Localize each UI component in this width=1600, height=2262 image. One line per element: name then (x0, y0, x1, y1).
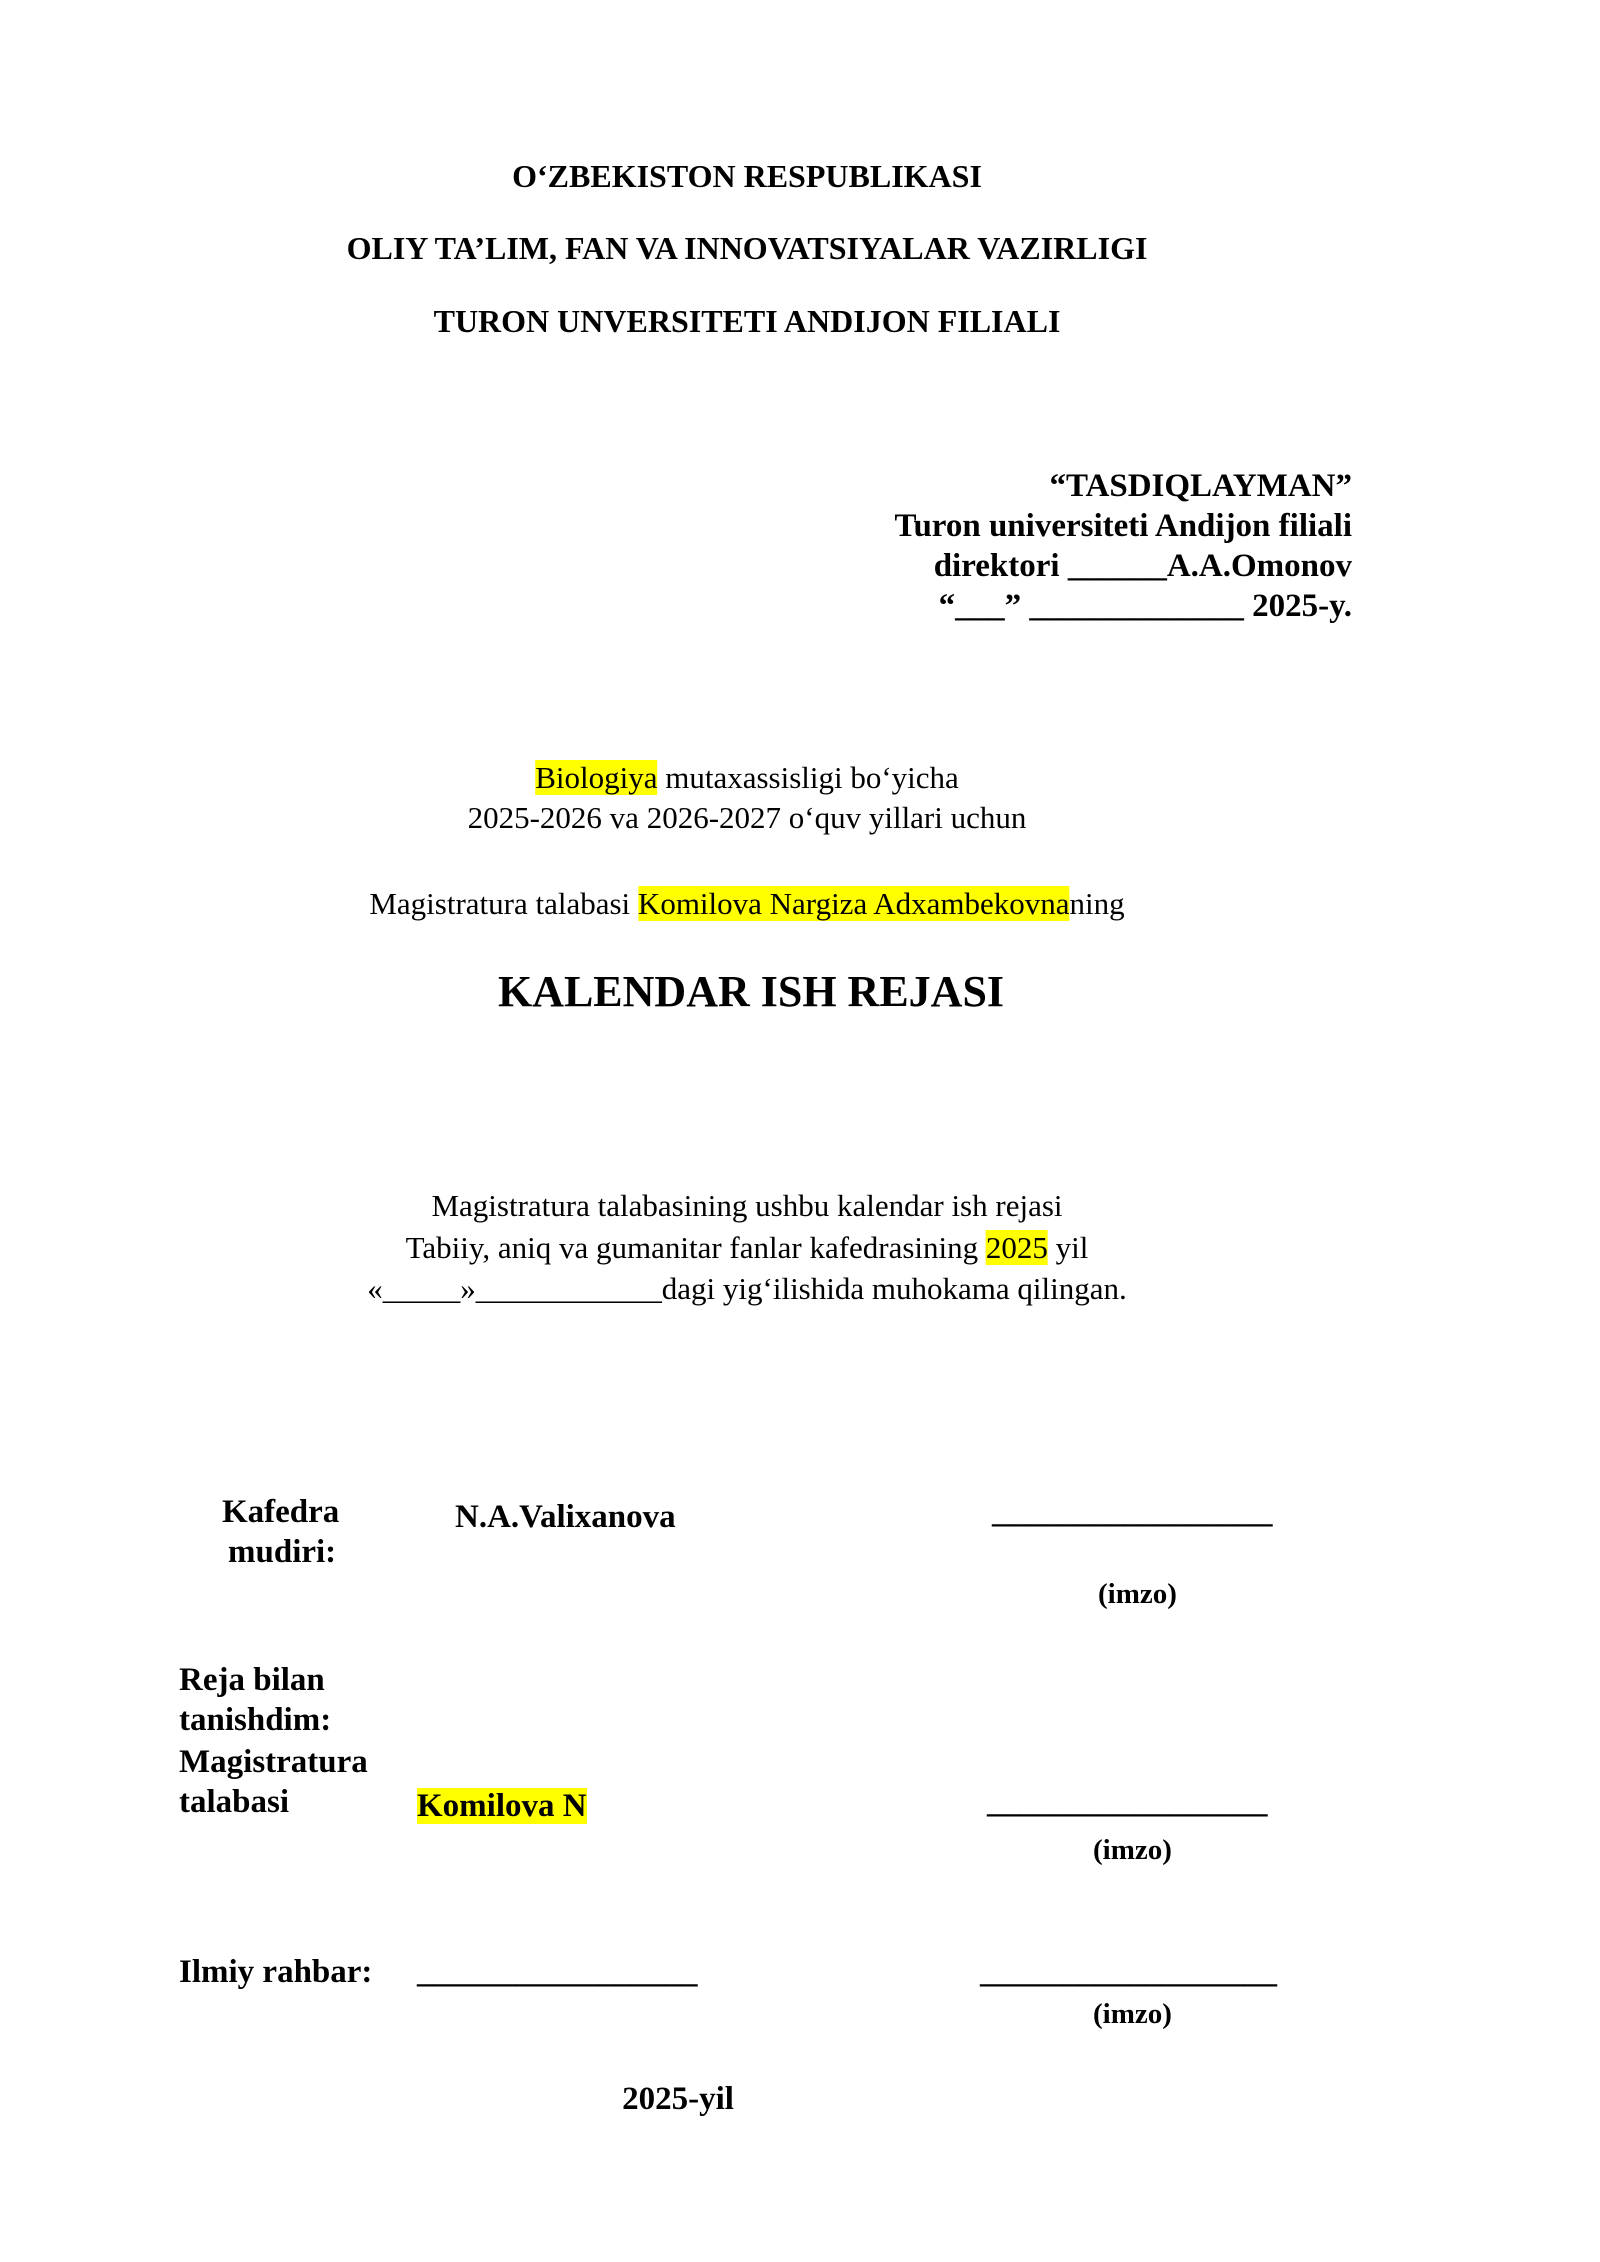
specialty-name: Biologiya (535, 760, 658, 795)
head-signature-line: _________________ (992, 1494, 1273, 1530)
student-suffix: ning (1069, 886, 1125, 921)
footer-year: 2025-yil (622, 2081, 734, 2117)
university-name: TURON UNVERSITETI ANDIJON FILIALI (433, 303, 1061, 339)
student-imzo: (imzo) (1093, 1834, 1172, 1866)
student-signature-line: _________________ (987, 1784, 1268, 1820)
discussion-suffix: yil (1047, 1230, 1089, 1265)
discussion-line-2 (406, 1232, 1089, 1263)
student-label-2: tanishdim: (179, 1702, 332, 1738)
advisor-name-line: _________________ (417, 1954, 698, 1990)
head-label-1: Kafedra (222, 1494, 340, 1530)
advisor-label: Ilmiy rahbar: (179, 1954, 373, 1990)
academic-years: 2025-2026 va 2026-2027 o‘quv yillari uchun (467, 800, 1027, 835)
ministry-country: O‘ZBEKISTON RESPUBLIKASI (512, 158, 982, 194)
approval-date: “___” _____________ 2025-y. (938, 588, 1352, 624)
head-imzo: (imzo) (1098, 1578, 1177, 1610)
approval-institution: Turon universiteti Andijon filiali (894, 508, 1352, 544)
head-name: N.A.Valixanova (455, 1499, 676, 1535)
student-label-1: Reja bilan (179, 1662, 325, 1698)
approval-director: direktori ______A.A.Omonov (933, 548, 1352, 584)
student-label-3: Magistratura (179, 1744, 368, 1780)
discussion-year: 2025 (985, 1230, 1048, 1265)
specialty-line (535, 762, 959, 793)
advisor-imzo: (imzo) (1093, 1998, 1172, 2030)
student-line (369, 888, 1124, 919)
specialty-suffix: mutaxassisligi bo‘yicha (657, 760, 959, 795)
advisor-signature-line: __________________ (980, 1954, 1277, 1990)
document-title: KALENDAR ISH REJASI (497, 967, 1005, 1016)
discussion-line-3: «_____»____________dagi yig‘ilishida muhokama qilingan. (367, 1271, 1127, 1306)
student-short-name-text: Komilova N (417, 1788, 587, 1824)
student-full-name: Komilova Nargiza Adxambekovna (637, 886, 1070, 921)
discussion-dept: Tabiiy, aniq va gumanitar fanlar kafedrasining (405, 1230, 986, 1265)
approval-title: “TASDIQLAYMAN” (1049, 468, 1352, 504)
student-prefix: Magistratura talabasi (369, 886, 638, 921)
student-short-name (417, 1790, 587, 1823)
head-label-2: mudiri: (228, 1534, 337, 1570)
discussion-line-1: Magistratura talabasining ushbu kalendar ish rejasi (431, 1188, 1063, 1223)
ministry-name: OLIY TA’LIM, FAN VA INNOVATSIYALAR VAZIRLIGI (346, 230, 1148, 266)
student-label-4: talabasi (179, 1784, 290, 1820)
